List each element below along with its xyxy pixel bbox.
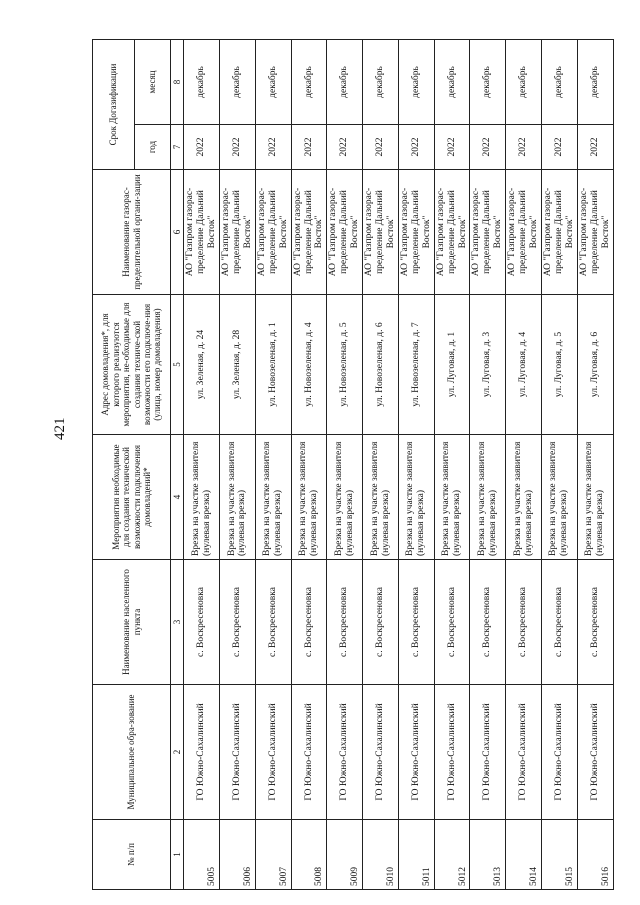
address-cell: ул. Луговая, д. 4 bbox=[506, 295, 542, 435]
header-settlement: Наименование населенного пункта bbox=[93, 560, 171, 685]
settlement-cell: с. Воскресеновка bbox=[470, 560, 506, 685]
address-cell: ул. Луговая, д. 3 bbox=[470, 295, 506, 435]
address-cell: ул. Новозеленая, д. 6 bbox=[363, 295, 399, 435]
table-row bbox=[220, 40, 256, 890]
table-row bbox=[542, 40, 578, 890]
municipality-cell: ГО Южно-Сахалинский bbox=[291, 685, 327, 820]
year-cell: 2022 bbox=[363, 125, 399, 170]
municipality-cell: ГО Южно-Сахалинский bbox=[327, 685, 363, 820]
municipality-cell: ГО Южно-Сахалинский bbox=[398, 685, 434, 820]
table-row bbox=[291, 40, 327, 890]
header-month: месяц bbox=[135, 40, 171, 125]
row-number: 5015 bbox=[542, 820, 578, 890]
column-number: 4 bbox=[171, 435, 184, 560]
municipality-cell: ГО Южно-Сахалинский bbox=[577, 685, 613, 820]
table-row bbox=[470, 40, 506, 890]
year-cell: 2022 bbox=[184, 125, 220, 170]
month-cell: декабрь bbox=[506, 40, 542, 125]
measure-cell: Врезка на участке заявителя (нулевая врезка) bbox=[220, 435, 256, 560]
measure-cell: Врезка на участке заявителя (нулевая врезка) bbox=[363, 435, 399, 560]
header-measures: Мероприятия необходимые для создания технической возможности подключения домовладений* bbox=[93, 435, 171, 560]
row-number: 5007 bbox=[255, 820, 291, 890]
municipality-cell: ГО Южно-Сахалинский bbox=[184, 685, 220, 820]
gdo-cell: АО "Газпром газорас-пределение Дальний Восток" bbox=[363, 170, 399, 295]
table-row bbox=[255, 40, 291, 890]
table-row bbox=[506, 40, 542, 890]
year-cell: 2022 bbox=[255, 125, 291, 170]
measure-cell: Врезка на участке заявителя (нулевая врезка) bbox=[470, 435, 506, 560]
table-body bbox=[184, 40, 613, 890]
month-cell: декабрь bbox=[542, 40, 578, 125]
address-cell: ул. Луговая, д. 6 bbox=[577, 295, 613, 435]
address-cell: ул. Новозеленая, д. 4 bbox=[291, 295, 327, 435]
column-number: 6 bbox=[171, 170, 184, 295]
header-no: № п/п bbox=[93, 820, 171, 890]
row-number: 5011 bbox=[398, 820, 434, 890]
column-number: 5 bbox=[171, 295, 184, 435]
address-cell: ул. Новозеленая, д. 5 bbox=[327, 295, 363, 435]
year-cell: 2022 bbox=[220, 125, 256, 170]
municipality-cell: ГО Южно-Сахалинский bbox=[255, 685, 291, 820]
gdo-cell: АО "Газпром газорас-пределение Дальний Восток" bbox=[470, 170, 506, 295]
year-cell: 2022 bbox=[398, 125, 434, 170]
header-gdo: Наименование газорас-пределительной органи-зации bbox=[93, 170, 171, 295]
gdo-cell: АО "Газпром газорас-пределение Дальний Восток" bbox=[542, 170, 578, 295]
settlement-cell: с. Воскресеновка bbox=[291, 560, 327, 685]
settlement-cell: с. Воскресеновка bbox=[327, 560, 363, 685]
gdo-cell: АО "Газпром газорас-пределение Дальний Восток" bbox=[255, 170, 291, 295]
row-number: 5014 bbox=[506, 820, 542, 890]
gdo-cell: АО "Газпром газорас-пределение Дальний Восток" bbox=[220, 170, 256, 295]
month-cell: декабрь bbox=[577, 40, 613, 125]
settlement-cell: с. Воскресеновка bbox=[577, 560, 613, 685]
municipality-cell: ГО Южно-Сахалинский bbox=[363, 685, 399, 820]
municipality-cell: ГО Южно-Сахалинский bbox=[434, 685, 470, 820]
year-cell: 2022 bbox=[434, 125, 470, 170]
measure-cell: Врезка на участке заявителя (нулевая врезка) bbox=[398, 435, 434, 560]
rotated-table-container bbox=[92, 40, 612, 890]
column-number: 2 bbox=[171, 685, 184, 820]
measure-cell: Врезка на участке заявителя (нулевая врезка) bbox=[255, 435, 291, 560]
year-cell: 2022 bbox=[542, 125, 578, 170]
settlement-cell: с. Воскресеновка bbox=[398, 560, 434, 685]
month-cell: декабрь bbox=[363, 40, 399, 125]
settlement-cell: с. Воскресеновка bbox=[184, 560, 220, 685]
month-cell: декабрь bbox=[398, 40, 434, 125]
month-cell: декабрь bbox=[327, 40, 363, 125]
table-row bbox=[577, 40, 613, 890]
address-cell: ул. Луговая, д. 1 bbox=[434, 295, 470, 435]
measure-cell: Врезка на участке заявителя (нулевая врезка) bbox=[184, 435, 220, 560]
month-cell: декабрь bbox=[220, 40, 256, 125]
year-cell: 2022 bbox=[291, 125, 327, 170]
settlement-cell: с. Воскресеновка bbox=[434, 560, 470, 685]
row-number: 5013 bbox=[470, 820, 506, 890]
column-number: 7 bbox=[171, 125, 184, 170]
address-cell: ул. Луговая, д. 5 bbox=[542, 295, 578, 435]
month-cell: декабрь bbox=[434, 40, 470, 125]
municipality-cell: ГО Южно-Сахалинский bbox=[470, 685, 506, 820]
year-cell: 2022 bbox=[470, 125, 506, 170]
table-row bbox=[363, 40, 399, 890]
row-number: 5008 bbox=[291, 820, 327, 890]
month-cell: декабрь bbox=[184, 40, 220, 125]
gdo-cell: АО "Газпром газорас-пределение Дальний Восток" bbox=[434, 170, 470, 295]
table-row bbox=[327, 40, 363, 890]
row-number: 5012 bbox=[434, 820, 470, 890]
table-row bbox=[184, 40, 220, 890]
measure-cell: Врезка на участке заявителя (нулевая врезка) bbox=[506, 435, 542, 560]
year-cell: 2022 bbox=[577, 125, 613, 170]
header-year: год bbox=[135, 125, 171, 170]
header-address: Адрес домовладения*, для которого реализуются мероприятия, не-обходимые для создания техниче-ской возможности его подключе-ния (улица, номер домовладения) bbox=[93, 295, 171, 435]
gdo-cell: АО "Газпром газорас-пределение Дальний Восток" bbox=[327, 170, 363, 295]
column-number: 3 bbox=[171, 560, 184, 685]
year-cell: 2022 bbox=[506, 125, 542, 170]
header-deadline: Срок Догазификации bbox=[93, 40, 135, 170]
month-cell: декабрь bbox=[470, 40, 506, 125]
page-number: 421 bbox=[52, 417, 68, 440]
gdo-cell: АО "Газпром газорас-пределение Дальний Восток" bbox=[577, 170, 613, 295]
column-number: 8 bbox=[171, 40, 184, 125]
row-number: 5006 bbox=[220, 820, 256, 890]
measure-cell: Врезка на участке заявителя (нулевая врезка) bbox=[327, 435, 363, 560]
gdo-cell: АО "Газпром газорас-пределение Дальний Восток" bbox=[398, 170, 434, 295]
settlement-cell: с. Воскресеновка bbox=[255, 560, 291, 685]
municipality-cell: ГО Южно-Сахалинский bbox=[506, 685, 542, 820]
settlement-cell: с. Воскресеновка bbox=[542, 560, 578, 685]
row-number: 5010 bbox=[363, 820, 399, 890]
address-cell: ул. Новозеленая, д. 7 bbox=[398, 295, 434, 435]
month-cell: декабрь bbox=[291, 40, 327, 125]
municipality-cell: ГО Южно-Сахалинский bbox=[542, 685, 578, 820]
row-number: 5009 bbox=[327, 820, 363, 890]
settlement-cell: с. Воскресеновка bbox=[363, 560, 399, 685]
settlement-cell: с. Воскресеновка bbox=[220, 560, 256, 685]
header-municipality: Муниципальное обра-зование bbox=[93, 685, 171, 820]
measure-cell: Врезка на участке заявителя (нулевая врезка) bbox=[434, 435, 470, 560]
gdo-cell: АО "Газпром газорас-пределение Дальний Восток" bbox=[506, 170, 542, 295]
table-row bbox=[398, 40, 434, 890]
address-cell: ул. Новозеленая, д. 1 bbox=[255, 295, 291, 435]
column-number-row bbox=[171, 40, 184, 890]
address-cell: ул. Зеленая, д. 24 bbox=[184, 295, 220, 435]
gasification-table bbox=[92, 39, 614, 890]
settlement-cell: с. Воскресеновка bbox=[506, 560, 542, 685]
row-number: 5016 bbox=[577, 820, 613, 890]
gdo-cell: АО "Газпром газорас-пределение Дальний Восток" bbox=[291, 170, 327, 295]
row-number: 5005 bbox=[184, 820, 220, 890]
measure-cell: Врезка на участке заявителя (нулевая врезка) bbox=[291, 435, 327, 560]
measure-cell: Врезка на участке заявителя (нулевая врезка) bbox=[542, 435, 578, 560]
measure-cell: Врезка на участке заявителя (нулевая врезка) bbox=[577, 435, 613, 560]
year-cell: 2022 bbox=[327, 125, 363, 170]
table-row bbox=[434, 40, 470, 890]
gdo-cell: АО "Газпром газорас-пределение Дальний Восток" bbox=[184, 170, 220, 295]
column-number: 1 bbox=[171, 820, 184, 890]
municipality-cell: ГО Южно-Сахалинский bbox=[220, 685, 256, 820]
address-cell: ул. Зеленая, д. 28 bbox=[220, 295, 256, 435]
month-cell: декабрь bbox=[255, 40, 291, 125]
